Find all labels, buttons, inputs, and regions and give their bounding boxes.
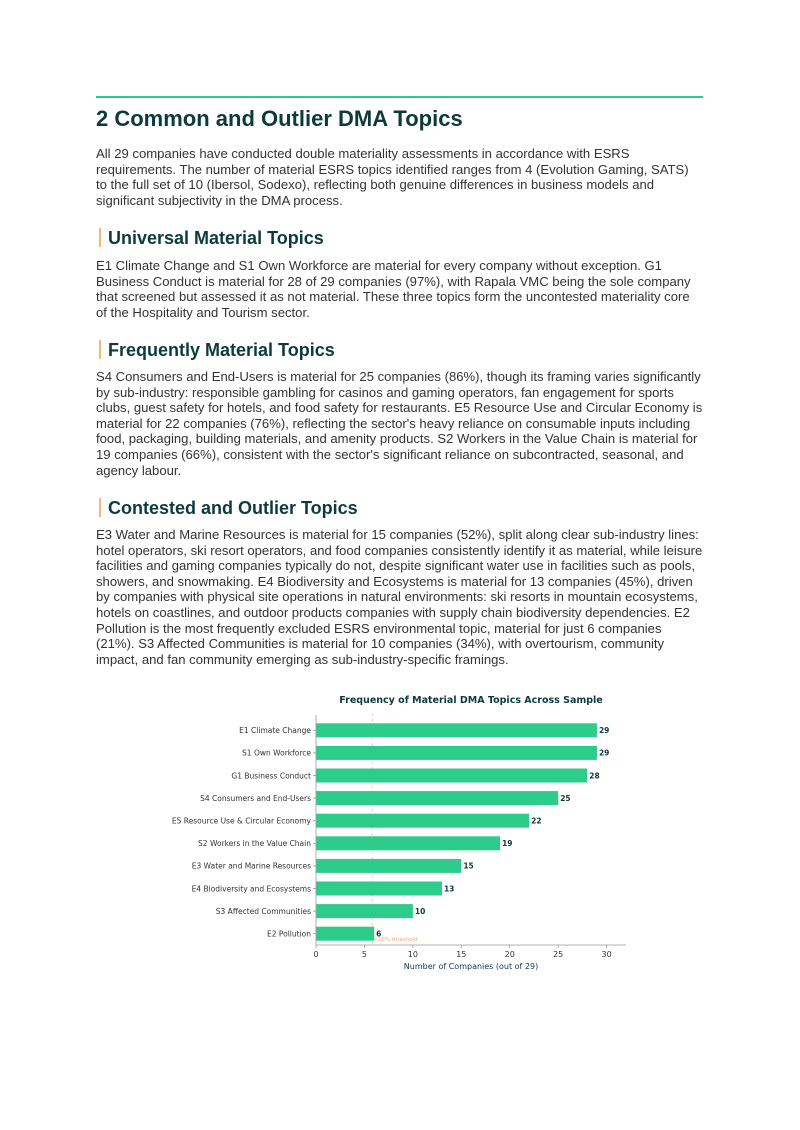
data-label: 15	[463, 861, 474, 871]
topic-frequency-chart	[160, 688, 640, 978]
section-title: 2 Common and Outlier DMA Topics	[96, 106, 463, 131]
bar	[316, 881, 442, 895]
bar	[316, 791, 558, 805]
bar	[316, 836, 500, 850]
category-label: E2 Pollution	[266, 929, 311, 939]
category-label: E5 Resource Use & Circular Economy	[171, 816, 311, 826]
category-label: S4 Consumers and End-Users	[200, 793, 311, 803]
data-label: 25	[560, 793, 571, 803]
threshold-label: <20% threshold	[373, 937, 418, 943]
bar	[316, 927, 374, 941]
data-label: 13	[443, 884, 455, 894]
category-label: S2 Workers in the Value Chain	[198, 839, 311, 849]
subsection-heading-text: Frequently Material Topics	[108, 340, 335, 360]
subsection-heading-contested	[96, 497, 358, 519]
x-tick-label: 25	[553, 950, 564, 959]
category-label: S3 Affected Communities	[215, 906, 311, 916]
heading-accent-bar	[99, 228, 101, 247]
data-label: 19	[502, 839, 513, 849]
bar	[316, 768, 587, 782]
subsection-heading-frequent	[96, 339, 335, 361]
data-label: 29	[598, 726, 610, 736]
category-label: S1 Own Workforce	[242, 748, 311, 758]
x-axis-label: Number of Companies (out of 29)	[403, 962, 539, 971]
section-divider	[96, 96, 703, 98]
paragraph-frequent: S4 Consumers and End-Users is material for 25 companies (86%), though its framing varies significantly by sub-industry: responsible gambling for casinos and gaming operators, fan engagement for sports clubs, guest safety for hotels, and food safety for restaurants. E5 Resource Use and Circular Economy is material for 22 companies (76%), reflecting the sector's heavy reliance on consumable inputs including food, packaging, building materials, and amenity products. S2 Workers in the Value Chain is material for 19 companies (66%), consistent with the sector's significant reliance on subcontracted, seasonal, and agency labour.	[96, 369, 703, 478]
data-label: 29	[598, 748, 610, 758]
subsection-heading-text: Contested and Outlier Topics	[108, 498, 358, 518]
subsection-heading-text: Universal Material Topics	[108, 228, 324, 248]
category-label: E3 Water and Marine Resources	[191, 861, 311, 871]
paragraph-universal: E1 Climate Change and S1 Own Workforce are material for every company without exception. G1 Business Conduct is material for 28 of 29 companies (97%), with Rapala VMC being the sole company that screened but assessed it as not material. These three topics form the uncontested materiality core of the Hospitality and Tourism sector.	[96, 258, 691, 320]
bar	[316, 814, 529, 828]
data-label: 6	[376, 929, 382, 939]
bar	[316, 904, 413, 918]
category-label: G1 Business Conduct	[231, 771, 311, 781]
chart-title: Frequency of Material DMA Topics Across Sample	[339, 695, 603, 706]
heading-accent-bar	[99, 498, 101, 517]
category-label: E1 Climate Change	[239, 726, 311, 736]
x-tick-label: 20	[504, 950, 515, 959]
bar	[316, 859, 461, 873]
x-tick-label: 15	[456, 950, 467, 959]
x-tick-label: 10	[407, 950, 418, 959]
x-tick-label: 30	[601, 950, 612, 959]
data-label: 28	[589, 771, 600, 781]
data-label: 22	[531, 816, 542, 826]
data-label: 10	[414, 906, 426, 916]
bar	[316, 723, 597, 737]
intro-paragraph: All 29 companies have conducted double materiality assessments in accordance with ESRS requirements. The number of material ESRS topics identified ranges from 4 (Evolution Gaming, SATS) to the full set of 10 (Ibersol, Sodexo), reflecting both genuine differences in business models and significant subjectivity in the DMA process.	[96, 146, 689, 208]
paragraph-contested: E3 Water and Marine Resources is material for 15 companies (52%), split along clear sub-industry lines: hotel operators, ski resort operators, and food companies consistently identify it as material, while leisure facilities and gaming companies typically do not, despite significant water use in facilities such as pools, showers, and snowmaking. E4 Biodiversity and Ecosystems is material for 13 companies (45%), driven by companies with physical site operations in natural environments: ski resorts in mountain ecosystems, hotels on coastlines, and outdoor products companies with supply chain biodiversity dependencies. E2 Pollution is the most frequently excluded ESRS environmental topic, material for just 6 companies (21%). S3 Affected Communities is material for 10 companies (34%), with overtourism, community impact, and fan community emerging as sub-industry-specific framings.	[96, 527, 703, 667]
x-tick-label: 0	[313, 950, 319, 959]
bar	[316, 746, 597, 760]
x-tick-label: 5	[361, 950, 367, 959]
subsection-heading-universal	[96, 227, 324, 249]
category-label: E4 Biodiversity and Ecosystems	[191, 884, 311, 894]
heading-accent-bar	[99, 340, 101, 359]
